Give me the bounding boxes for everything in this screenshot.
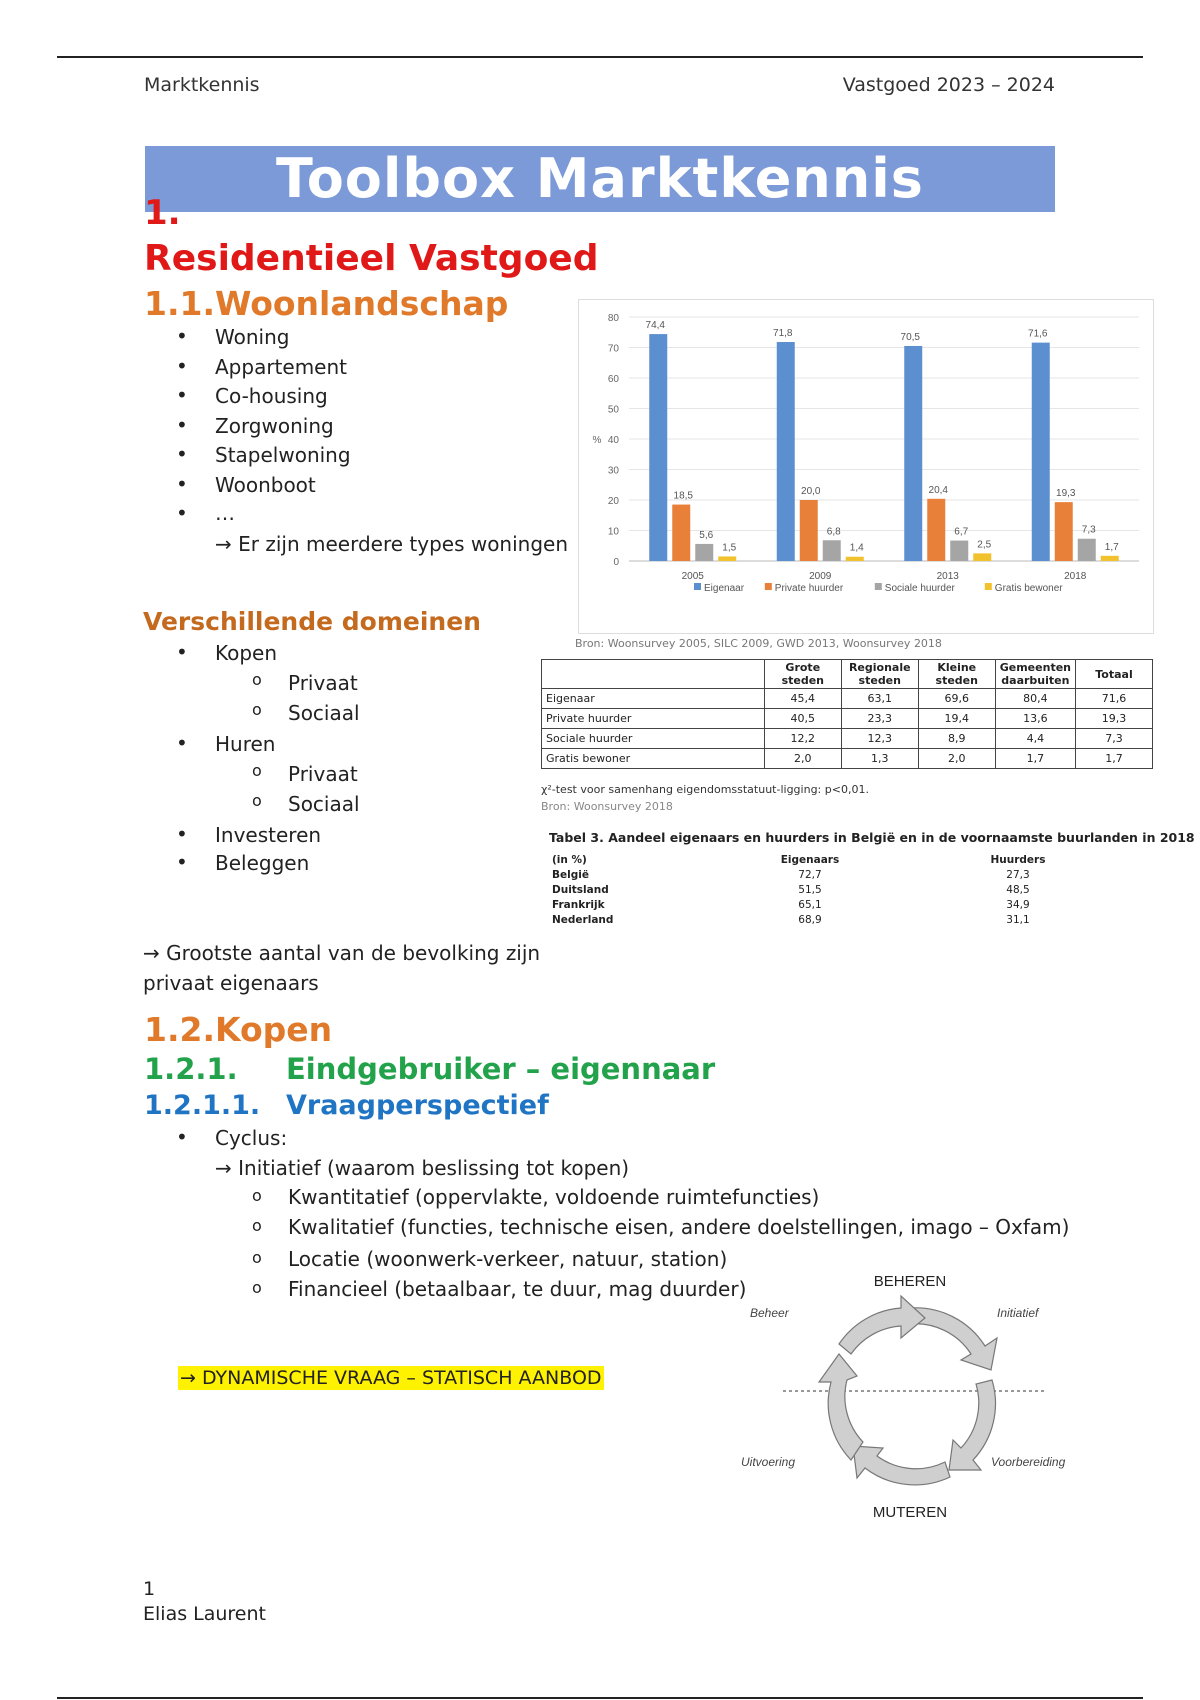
cyclus-initiatief: → Initiatief (waarom beslissing tot kopen) <box>215 1156 630 1180</box>
header-right: Vastgoed 2023 – 2024 <box>842 74 1055 96</box>
y-tick-label: 0 <box>613 557 619 568</box>
y-tick-label: 10 <box>607 526 619 538</box>
list-item: Privaat <box>288 671 358 695</box>
x-tick-label: 2013 <box>936 571 959 582</box>
header-left: Marktkennis <box>144 74 260 96</box>
y-tick-label: 60 <box>607 374 619 385</box>
diagram-bottom-label: MUTEREN <box>872 1504 948 1521</box>
list-item: Locatie (woonwerk-verkeer, natuur, station) <box>288 1247 728 1271</box>
data-label: 20,0 <box>801 486 821 497</box>
diagram-beheer-label: Beheer <box>750 1306 789 1320</box>
bar <box>1078 539 1096 561</box>
list-item: Kopen <box>215 641 278 665</box>
data-label: 1,4 <box>849 542 864 554</box>
page-number: 1 <box>143 1578 156 1600</box>
data-label: 70,5 <box>900 331 920 343</box>
legend-entry: Private huurder <box>774 583 844 594</box>
y-tick-label: 70 <box>607 343 619 355</box>
table-row: België 72,7 27,3 <box>552 868 1030 881</box>
bar <box>950 541 968 561</box>
y-tick-label: 40 <box>607 435 619 446</box>
heading-1-2-1-1-number: 1.2.1.1. <box>144 1090 261 1121</box>
data-label: 71,6 <box>1028 328 1048 340</box>
diagram-initiatief-label: Initiatief <box>997 1306 1039 1320</box>
data-label: 7,3 <box>1081 524 1096 536</box>
title-banner: Toolbox Marktkennis <box>145 146 1055 212</box>
country-ownership-table <box>548 852 1122 927</box>
legend-swatch <box>875 583 882 590</box>
heading-kopen: 1.2.Kopen <box>144 1010 333 1049</box>
heading-eindgebruiker: Eindgebruiker – eigennaar <box>286 1052 716 1086</box>
table2-source: Bron: Woonsurvey 2018 <box>541 800 673 813</box>
heading-vraagperspectief: Vraagperspectief <box>286 1090 549 1121</box>
data-label: 71,8 <box>773 328 793 340</box>
tenure-bar-chart <box>578 299 1154 634</box>
table-row: Frankrijk 65,1 34,9 <box>552 898 1030 911</box>
list-item: Zorgwoning <box>215 414 334 438</box>
heading-1-2-1-number: 1.2.1. <box>144 1052 238 1086</box>
table3-title: Tabel 3. Aandeel eigenaars en huurders in België en in de voornaamste buurlanden in 2018 <box>549 830 1195 845</box>
heading-domeinen: Verschillende domeinen <box>143 607 481 636</box>
bar <box>718 556 736 561</box>
heading-1-number: 1. <box>144 193 181 233</box>
list-item: Stapelwoning <box>215 443 351 467</box>
x-tick-label: 2018 <box>1064 571 1087 582</box>
footer-rule <box>57 1697 1143 1699</box>
footer-author: Elias Laurent <box>143 1603 266 1625</box>
bar <box>846 557 864 561</box>
legend-swatch <box>694 583 701 590</box>
list-item: Privaat <box>288 762 358 786</box>
data-label: 1,7 <box>1104 541 1119 553</box>
y-axis-label: % <box>592 435 602 446</box>
bar <box>1032 343 1050 561</box>
list-item: Woonboot <box>215 473 316 497</box>
data-label: 19,3 <box>1056 488 1076 500</box>
cycle-diagram <box>735 1272 1090 1522</box>
table-row: Sociale huurder 12,2 12,3 8,9 4,4 7,3 <box>542 729 1153 749</box>
list-item: Sociaal <box>288 701 360 725</box>
table-row: Private huurder 40,5 23,3 19,4 13,6 19,3 <box>542 709 1153 729</box>
heading-1: Residentieel Vastgoed <box>144 238 599 279</box>
bar <box>695 544 713 561</box>
conclusion-line-2: privaat eigenaars <box>143 971 319 995</box>
x-tick-label: 2009 <box>809 571 832 582</box>
bar <box>649 334 667 561</box>
legend-entry: Sociale huurder <box>884 583 955 594</box>
legend-swatch <box>765 583 772 590</box>
data-label: 6,7 <box>954 526 969 538</box>
bar <box>777 342 795 561</box>
y-tick-label: 20 <box>607 496 619 507</box>
bar <box>1101 556 1119 561</box>
woonlandschap-arrow-note: → Er zijn meerdere types woningen <box>215 532 569 556</box>
bar <box>927 499 945 561</box>
bar <box>823 540 841 561</box>
bar <box>973 553 991 561</box>
legend-entry: Eigenaar <box>704 583 745 594</box>
list-item: Huren <box>215 732 276 756</box>
table-header-row: (in %) Eigenaars Huurders <box>552 853 1046 866</box>
table-row: Gratis bewoner 2,0 1,3 2,0 1,7 1,7 <box>542 749 1153 769</box>
table-row: Nederland 68,9 31,1 <box>552 913 1030 926</box>
list-item: Beleggen <box>215 851 310 875</box>
data-label: 18,5 <box>673 490 693 502</box>
cyclus-label: Cyclus: <box>215 1126 288 1150</box>
conclusion-line-1: → Grootste aantal van de bevolking zijn <box>143 941 541 965</box>
legend-entry: Gratis bewoner <box>994 583 1063 594</box>
heading-woonlandschap: 1.1.Woonlandschap <box>144 284 509 323</box>
data-label: 74,4 <box>645 320 665 332</box>
list-item: Sociaal <box>288 792 360 816</box>
bar <box>904 346 922 561</box>
tenure-by-location-table <box>541 659 1153 769</box>
chart-source: Bron: Woonsurvey 2005, SILC 2009, GWD 2013, Woonsurvey 2018 <box>575 637 942 650</box>
table2-note: χ²-test voor samenhang eigendomsstatuut-ligging: p<0,01. <box>541 783 869 796</box>
highlight-dynamic-demand: → DYNAMISCHE VRAAG – STATISCH AANBOD <box>180 1367 602 1389</box>
table-row: Eigenaar 45,4 63,1 69,6 80,4 71,6 <box>542 689 1153 709</box>
y-tick-label: 50 <box>607 404 619 416</box>
list-item: Financieel (betaalbaar, te duur, mag duurder) <box>288 1277 747 1301</box>
list-item: Co-housing <box>215 384 328 408</box>
x-tick-label: 2005 <box>681 571 704 582</box>
bar <box>672 505 690 561</box>
bar <box>1055 502 1073 561</box>
legend-swatch <box>985 583 992 590</box>
list-item: Appartement <box>215 355 348 379</box>
diagram-voorbereiding-label: Voorbereiding <box>991 1455 1066 1469</box>
list-item: Investeren <box>215 823 322 847</box>
data-label: 5,6 <box>699 529 714 541</box>
data-label: 1,5 <box>722 542 737 554</box>
data-label: 6,8 <box>826 526 841 538</box>
header-rule <box>57 56 1143 58</box>
list-item: Woning <box>215 325 290 349</box>
diagram-top-label: BEHEREN <box>873 1273 947 1290</box>
table-row: Duitsland 51,5 48,5 <box>552 883 1030 896</box>
table-header-row: Grote steden Regionale steden Kleine steden Gemeenten daarbuiten Totaal <box>542 660 1153 689</box>
data-label: 2,5 <box>977 539 992 551</box>
diagram-uitvoering-label: Uitvoering <box>741 1455 796 1469</box>
y-tick-label: 80 <box>607 313 619 324</box>
y-tick-label: 30 <box>607 465 619 477</box>
bar <box>800 500 818 561</box>
list-item: Kwantitatief (oppervlakte, voldoende ruimtefuncties) <box>288 1185 820 1209</box>
data-label: 20,4 <box>928 484 948 496</box>
chart-svg <box>579 300 1153 600</box>
list-item: Kwalitatief (functies, technische eisen, andere doelstellingen, imago – Oxfam) <box>288 1215 1070 1239</box>
list-item: … <box>215 501 235 525</box>
